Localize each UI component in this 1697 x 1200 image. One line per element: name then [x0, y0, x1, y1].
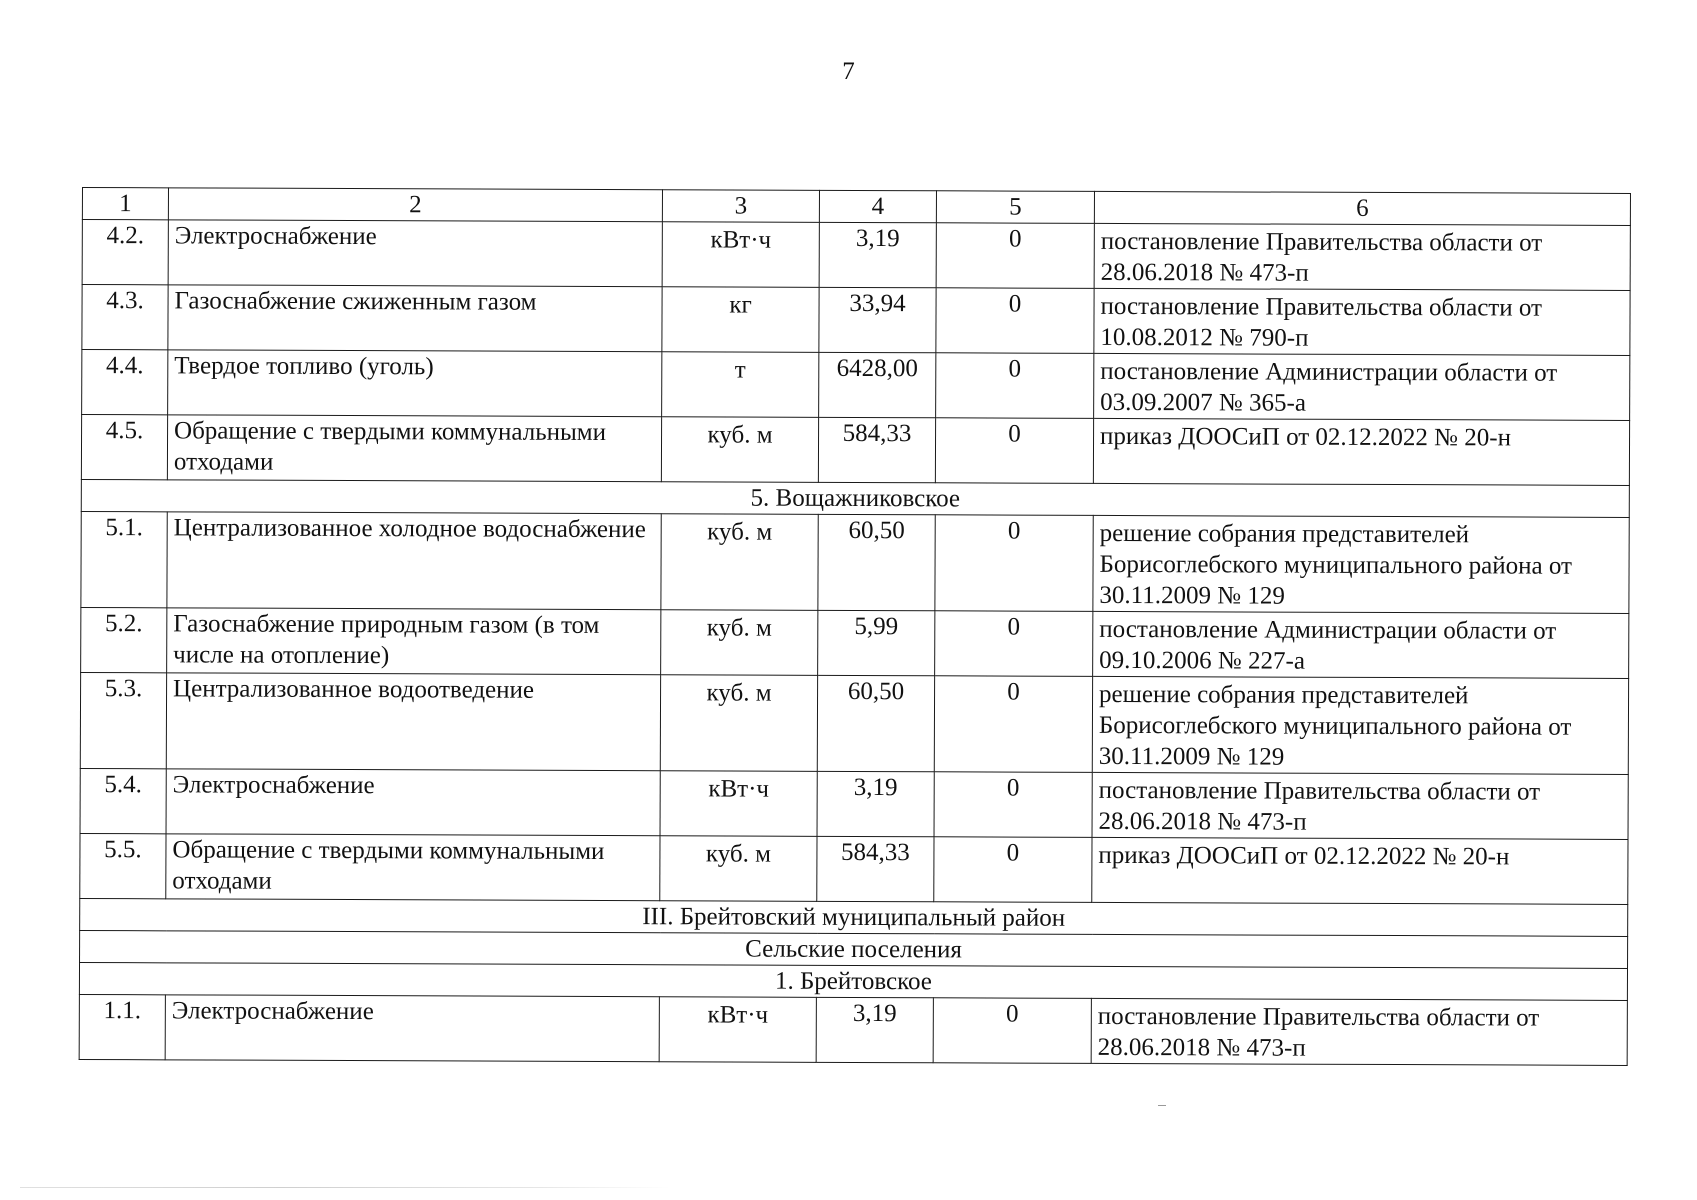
row-number: 4.3. [82, 285, 168, 350]
header-cell-5: 5 [936, 191, 1094, 224]
unit: куб. м [661, 417, 818, 483]
unit: кВт·ч [659, 997, 816, 1063]
header-cell-3: 3 [662, 190, 819, 223]
row-number: 1.1. [79, 994, 165, 1059]
header-cell-1: 1 [82, 188, 168, 220]
column-5-value: 0 [936, 223, 1094, 289]
service-name: Обращение с твердыми коммунальными отходами [166, 834, 660, 901]
tariff-value: 584,33 [818, 417, 935, 482]
legal-basis: постановление Администрации области от 03.09.2007 № 365-а [1094, 353, 1630, 420]
unit: кг [662, 287, 819, 353]
column-5-value: 0 [936, 353, 1094, 419]
unit: куб. м [660, 836, 817, 902]
tariff-value: 6428,00 [819, 352, 936, 417]
column-5-value: 0 [935, 515, 1093, 612]
tariff-value: 3,19 [817, 771, 934, 836]
page-number: 7 [842, 58, 855, 85]
legal-basis: постановление Правительства области от 10.08.2012 № 790-п [1094, 288, 1630, 355]
legal-basis: постановление Администрации области от 09.10.2006 № 227-а [1093, 611, 1629, 678]
table-row [82, 220, 1630, 291]
section-title: III. Брейтовский муниципальный район [80, 898, 1628, 936]
column-5-value: 0 [934, 772, 1092, 838]
table-row [82, 285, 1630, 356]
scan-artifact-dash [1158, 1105, 1166, 1106]
row-number: 5.2. [81, 607, 167, 672]
row-number: 4.5. [81, 415, 167, 480]
legal-basis: постановление Правительства области от 28.06.2018 № 473-п [1092, 772, 1628, 839]
legal-basis: решение собрания представителей Борисоглебского муниципального района от 30.11.2009 № 129 [1093, 515, 1629, 613]
row-number: 5.3. [80, 672, 166, 768]
column-5-value: 0 [933, 998, 1091, 1064]
service-name: Централизованное холодное водоснабжение [167, 512, 661, 610]
section-title: Сельские поселения [80, 930, 1628, 968]
service-name: Газоснабжение сжиженным газом [168, 285, 662, 352]
service-name: Электроснабжение [165, 995, 659, 1062]
service-name: Централизованное водоотведение [166, 673, 660, 771]
unit: т [662, 352, 819, 418]
tariff-value: 60,50 [817, 675, 934, 771]
service-name: Обращение с твердыми коммунальными отходами [167, 415, 661, 482]
column-5-value: 0 [934, 676, 1092, 773]
legal-basis: приказ ДООСиП от 02.12.2022 № 20-н [1092, 837, 1628, 904]
row-number: 5.1. [81, 511, 167, 607]
row-number: 4.2. [82, 220, 168, 285]
table-row [80, 833, 1628, 904]
section-title: 5. Вощажниковское [81, 479, 1629, 517]
table-row [81, 607, 1629, 678]
unit: куб. м [660, 675, 817, 772]
table-row [79, 994, 1627, 1065]
unit: кВт·ч [662, 222, 819, 288]
section-title: 1. Брейтовское [79, 962, 1627, 1000]
tariff-table [79, 187, 1631, 1066]
column-5-value: 0 [936, 288, 1094, 354]
column-5-value: 0 [935, 418, 1093, 484]
tariff-value: 3,19 [819, 222, 936, 287]
tariff-value: 3,19 [816, 997, 933, 1062]
unit: куб. м [661, 514, 818, 611]
legal-basis: приказ ДООСиП от 02.12.2022 № 20-н [1093, 418, 1629, 485]
tariff-value: 33,94 [819, 287, 936, 352]
service-name: Электроснабжение [166, 769, 660, 836]
table-row [82, 350, 1630, 421]
row-number: 5.5. [80, 833, 166, 898]
header-cell-6: 6 [1094, 191, 1630, 225]
legal-basis: постановление Правительства области от 28.06.2018 № 473-п [1094, 223, 1630, 290]
service-name: Твердое топливо (уголь) [168, 350, 662, 417]
table-row [81, 415, 1629, 486]
table-row [81, 511, 1629, 613]
row-number: 4.4. [82, 350, 168, 415]
header-cell-2: 2 [168, 188, 662, 222]
service-name: Газоснабжение природным газом (в том числе на отопление) [167, 608, 661, 675]
tariff-value: 584,33 [817, 836, 934, 901]
scan-artifact-line [20, 1187, 670, 1188]
tariff-value: 60,50 [818, 514, 935, 610]
column-5-value: 0 [935, 611, 1093, 677]
header-cell-4: 4 [819, 190, 936, 222]
table-row [80, 768, 1628, 839]
legal-basis: постановление Правительства области от 28.06.2018 № 473-п [1091, 998, 1627, 1065]
column-5-value: 0 [934, 837, 1092, 903]
legal-basis: решение собрания представителей Борисоглебского муниципального района от 30.11.2009 № 129 [1092, 676, 1628, 774]
unit: кВт·ч [660, 771, 817, 837]
unit: куб. м [661, 610, 818, 676]
row-number: 5.4. [80, 768, 166, 833]
tariff-value: 5,99 [818, 610, 935, 675]
table-row [80, 672, 1628, 774]
service-name: Электроснабжение [168, 220, 662, 287]
